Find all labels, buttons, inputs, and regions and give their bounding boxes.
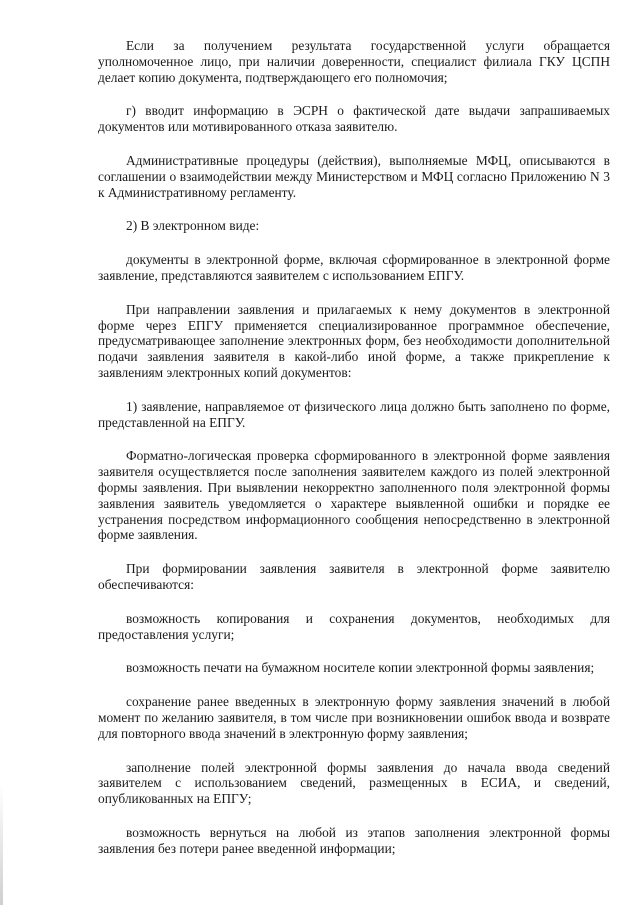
scan-edge-mark	[0, 785, 3, 905]
paragraph-provided-features: При формировании заявления заявителя в электронной форме заявителю обеспечиваются:	[98, 561, 610, 592]
paragraph-electronic-documents: документы в электронной форме, включая сформированное в электронной форме заявление, представляются заявителем с использованием ЕПГУ.	[98, 252, 610, 283]
paragraph-epgu-software: При направлении заявления и прилагаемых к нему документов в электронной форме через ЕПГУ применяется специализированное программное обеспечение, предусматривающее заполнение электронных форм, без необходимости дополнительной подачи заявления заявителя в какой-либо иной форме, а также прикрепление к заявлениям электронных копий документов:	[98, 301, 610, 380]
paragraph-item-g: г) вводит информацию в ЭСРН о фактической дате выдачи запрашиваемых документов или мотивированного отказа заявителю.	[98, 103, 610, 135]
paragraph-prefill: заполнение полей электронной формы заявления до начала ввода сведений заявителем с использованием сведений, размещенных в ЕСИА, и сведений, опубликованных на ЕПГУ;	[98, 759, 610, 807]
paragraph-format-check: Форматно-логическая проверка сформированного в электронной форме заявления заявителя осуществляется после заполнения заявителем каждого из полей электронной формы заявления. При выявлении некорректно заполненного поля электронной формы заявления заявитель уведомляется о характере выявленной ошибки и порядке ее устранения посредством информационного сообщения непосредственно в электронной форме заявления.	[98, 448, 610, 543]
paragraph-copy-save: возможность копирования и сохранения документов, необходимых для предоставления услуги;	[98, 610, 610, 642]
paragraph-electronic-heading: 2) В электронном виде:	[126, 218, 260, 234]
paragraph-return-step: возможность вернуться на любой из этапов заполнения электронной формы заявления без потери ранее введенной информации;	[98, 824, 610, 856]
paragraph-mfc-procedures: Административные процедуры (действия), выполняемые МФЦ, описываются в соглашении о взаимодействии между Министерством и МФЦ согласно Приложению N 3 к Административному регламенту.	[98, 152, 610, 200]
paragraph-item-1-application: 1) заявление, направляемое от физического лица должно быть заполнено по форме, представленной на ЕПГУ.	[98, 398, 610, 430]
paragraph-print: возможность печати на бумажном носителе копии электронной формы заявления;	[126, 660, 595, 676]
paragraph-save-values: сохранение ранее введенных в электронную форму заявления значений в любой момент по желанию заявителя, в том числе при возникновении ошибок ввода и возврате для повторного ввода значений в электронную форму заявления;	[98, 694, 610, 741]
paragraph-proxy-copy: Если за получением результата государственной услуги обращается уполномоченное лицо, при наличии доверенности, специалист филиала ГКУ ЦСПН делает копию документа, подтверждающего его полномочия;	[98, 38, 610, 85]
